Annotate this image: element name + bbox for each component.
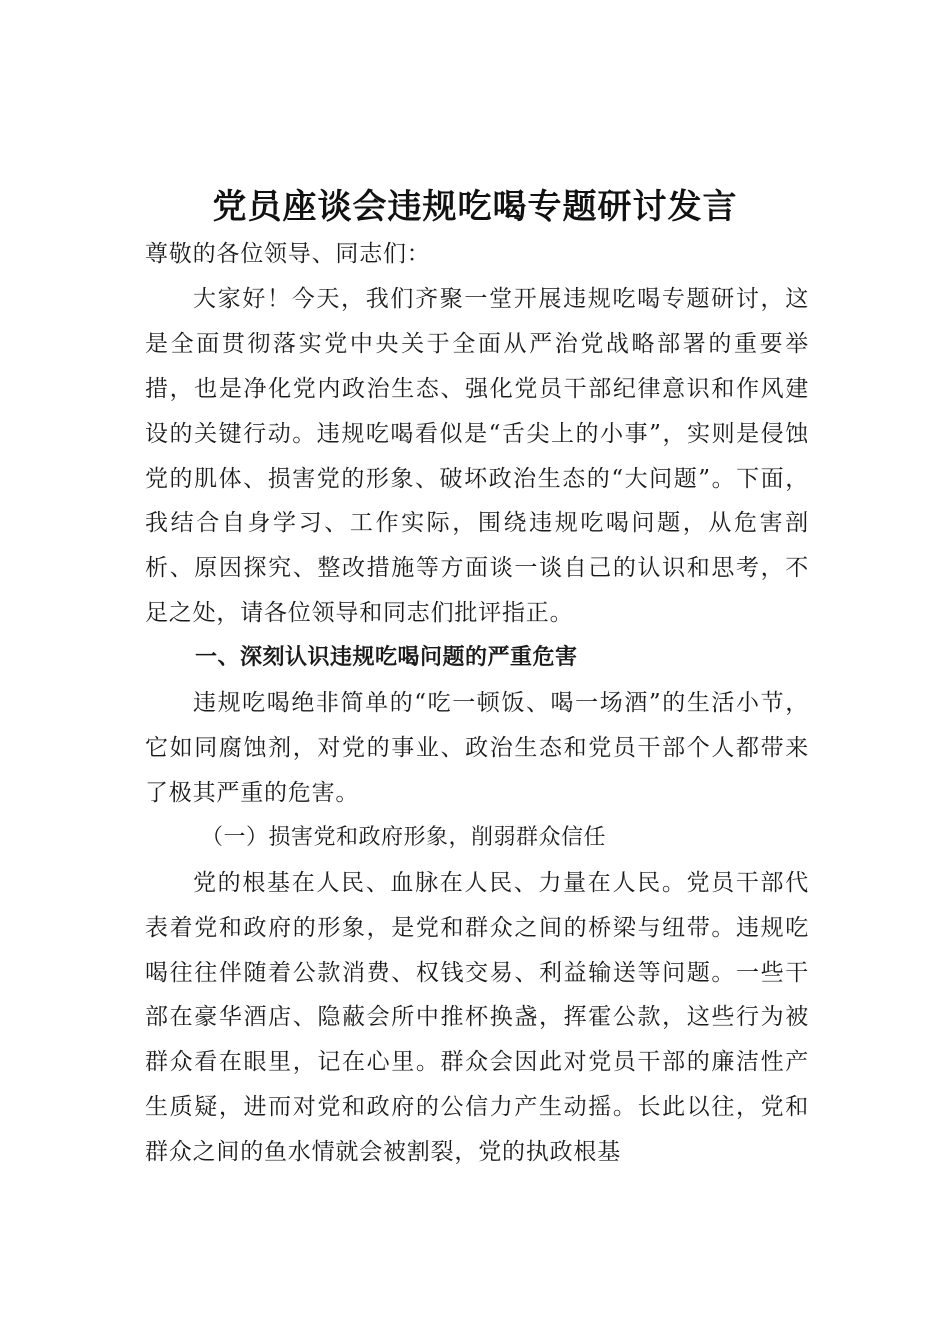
document-body xyxy=(145,232,809,1175)
subsection-1-paragraph: 党的根基在人民、血脉在人民、力量在人民。党员干部代表着党和政府的形象，是党和群众之间的桥梁与纽带。违规吃喝往往伴随着公款消费、权钱交易、利益输送等问题。一些干部在豪华酒店、隐蔽会所中推杯换盏，挥霍公款，这些行为被群众看在眼里，记在心里。群众会因此对党员干部的廉洁性产生质疑，进而对党和政府的公信力产生动摇。长此以往，党和群众之间的鱼水情就会被割裂，党的执政根基 xyxy=(145,869,809,1166)
intro-paragraph: 大家好！今天，我们齐聚一堂开展违规吃喝专题研讨，这是全面贯彻落实党中央关于全面从严治党战略部署的重要举措，也是净化党内政治生态、强化党员干部纪律意识和作风建设的关键行动。违规吃喝看似是“舌尖上的小事”，实则是侵蚀党的肌体、损害党的形象、破坏政治生态的“大问题”。下面，我结合自身学习、工作实际，围绕违规吃喝问题，从危害剖析、原因探究、整改措施等方面谈一谈自己的认识和思考，不足之处，请各位领导和同志们批评指正。 xyxy=(145,285,809,627)
section-heading-1: 一、深刻认识违规吃喝问题的严重危害 xyxy=(195,645,578,671)
subsection-heading-1: （一）损害党和政府形象，削弱群众信任 xyxy=(201,824,607,850)
salutation: 尊敬的各位领导、同志们： xyxy=(145,241,431,267)
section-1-intro-paragraph: 违规吃喝绝非简单的“吃一顿饭、喝一场酒”的生活小节，它如同腐蚀剂，对党的事业、政治生态和党员干部个人都带来了极其严重的危害。 xyxy=(145,690,809,806)
document-title: 党员座谈会违规吃喝专题研讨发言 xyxy=(212,186,738,227)
